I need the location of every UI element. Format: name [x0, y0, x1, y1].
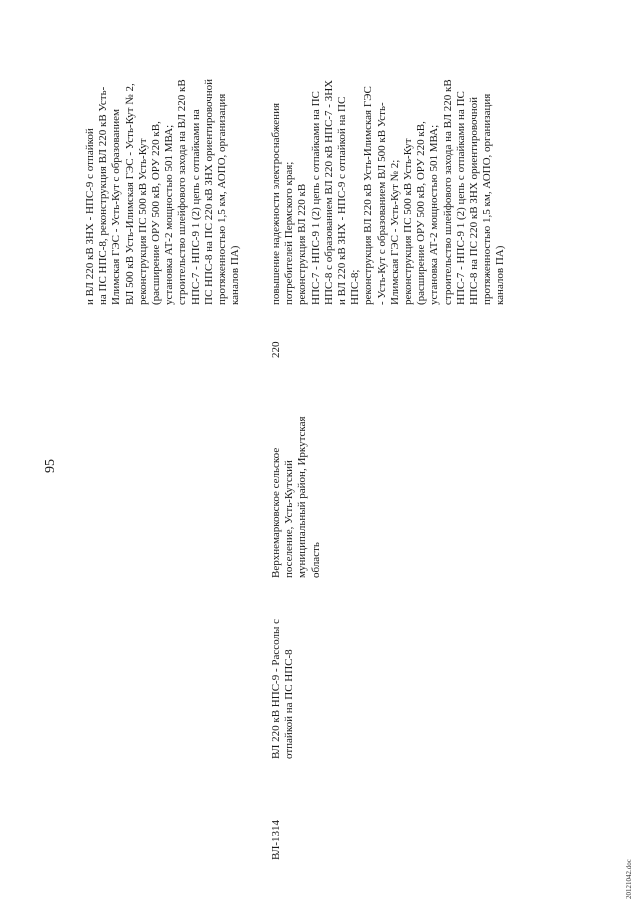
- purpose-line: Илимская ГЭС - Усть-Кут № 2;: [388, 159, 401, 305]
- purpose-line: Илимская ГЭС - Усть-Кут с образованием: [110, 109, 123, 305]
- purpose-line: реконструкция ПС 500 кВ Усть-Кут: [402, 138, 415, 305]
- purpose-line: НПС-8 с образованием ВЛ 220 кВ НПС-7 - ЗНХ: [322, 79, 335, 305]
- purpose-line: (расширение ОРУ 500 кВ, ОРУ 220 кВ,: [150, 121, 163, 305]
- location-line: муниципальный район, Иркутская: [296, 416, 309, 578]
- purpose-line: каналов ПА): [229, 245, 242, 305]
- document-filename: 20121042.doc: [625, 859, 633, 899]
- purpose-line: НПС-7 - НПС-9 1 (2) цепь с отпайками на ПС: [454, 91, 467, 305]
- location-cell: [270, 416, 323, 578]
- purpose-line: на ПС НПС-8, реконструкция ВЛ 220 кВ Усть-: [97, 86, 110, 305]
- location-line: область: [309, 542, 322, 578]
- purpose-line: повышение надежности электроснабжения: [270, 102, 282, 305]
- purpose-line: НПС-7 - НПС-9 1 (2) цепь с отпайками на: [189, 109, 202, 305]
- purpose-line: установка АТ-2 мощностью 501 МВА;: [163, 124, 176, 305]
- purpose-line: и ВЛ 220 кВ ЗНХ - НПС-9 с отпайкой: [84, 128, 96, 305]
- location-line: поселение, Усть-Кутский: [283, 460, 296, 578]
- purpose-line: - Усть-Кут с образованием ВЛ 500 кВ Усть-: [375, 102, 388, 305]
- purpose-line: НПС-8;: [349, 269, 362, 305]
- purpose-line: ВЛ 500 кВ Усть-Илимская ГЭС - Усть-Кут № 2,: [123, 83, 136, 305]
- purpose-line: реконструкция ВЛ 220 кВ Усть-Илимская ГЭС: [362, 86, 375, 305]
- page-number: 95: [43, 459, 58, 473]
- purpose-line: ПС НПС-8 на ПС 220 кВ ЗНХ ориентировочной: [202, 78, 215, 305]
- purpose-line: протяженностью 1,5 км, АОПО, организация: [216, 93, 229, 305]
- location-line: Верхнемарковское сельское: [270, 447, 282, 578]
- purpose-line: (расширение ОРУ 500 кВ, ОРУ 220 кВ,: [415, 121, 428, 305]
- voltage-cell: [270, 342, 283, 359]
- purpose-line: и ВЛ 220 кВ ЗНХ - НПС-9 с отпайкой на ПС: [336, 96, 349, 305]
- purpose-line: строительство шлейфового захода на ВЛ 220 кВ: [176, 79, 189, 305]
- purpose-line: НПС-8 на ПС 220 кВ ЗНХ ориентировочной: [468, 96, 481, 305]
- purpose-line: реконструкция ВЛ 220 кВ: [296, 183, 309, 305]
- purpose-line: потребителей Пермского края;: [283, 161, 296, 305]
- purpose-line: каналов ПА): [494, 245, 507, 305]
- purpose-line: протяженностью 1,5 км, АОПО, организация: [481, 93, 494, 305]
- purpose-cell: [270, 5, 508, 305]
- purpose-line: установка АТ-2 мощностью 501 МВА;: [428, 124, 441, 305]
- purpose-line: НПС-7 - НПС-9 1 (2) цепь с отпайками на ПС: [309, 91, 322, 305]
- voltage-value: 220: [270, 341, 282, 358]
- object-code: ВЛ-1314: [270, 819, 282, 860]
- purpose-line: строительство шлейфового захода на ВЛ 220 кВ: [441, 79, 454, 305]
- object-name-line: ВЛ 220 кВ НПС-9 - Рассолы с: [270, 619, 282, 759]
- object-name-line: отпайкой на ПС НПС-8: [283, 649, 296, 759]
- object-code-cell: [270, 820, 283, 860]
- object-name-cell: [270, 609, 296, 759]
- purpose-line: реконструкция ПС 500 кВ Усть-Кут: [136, 138, 149, 305]
